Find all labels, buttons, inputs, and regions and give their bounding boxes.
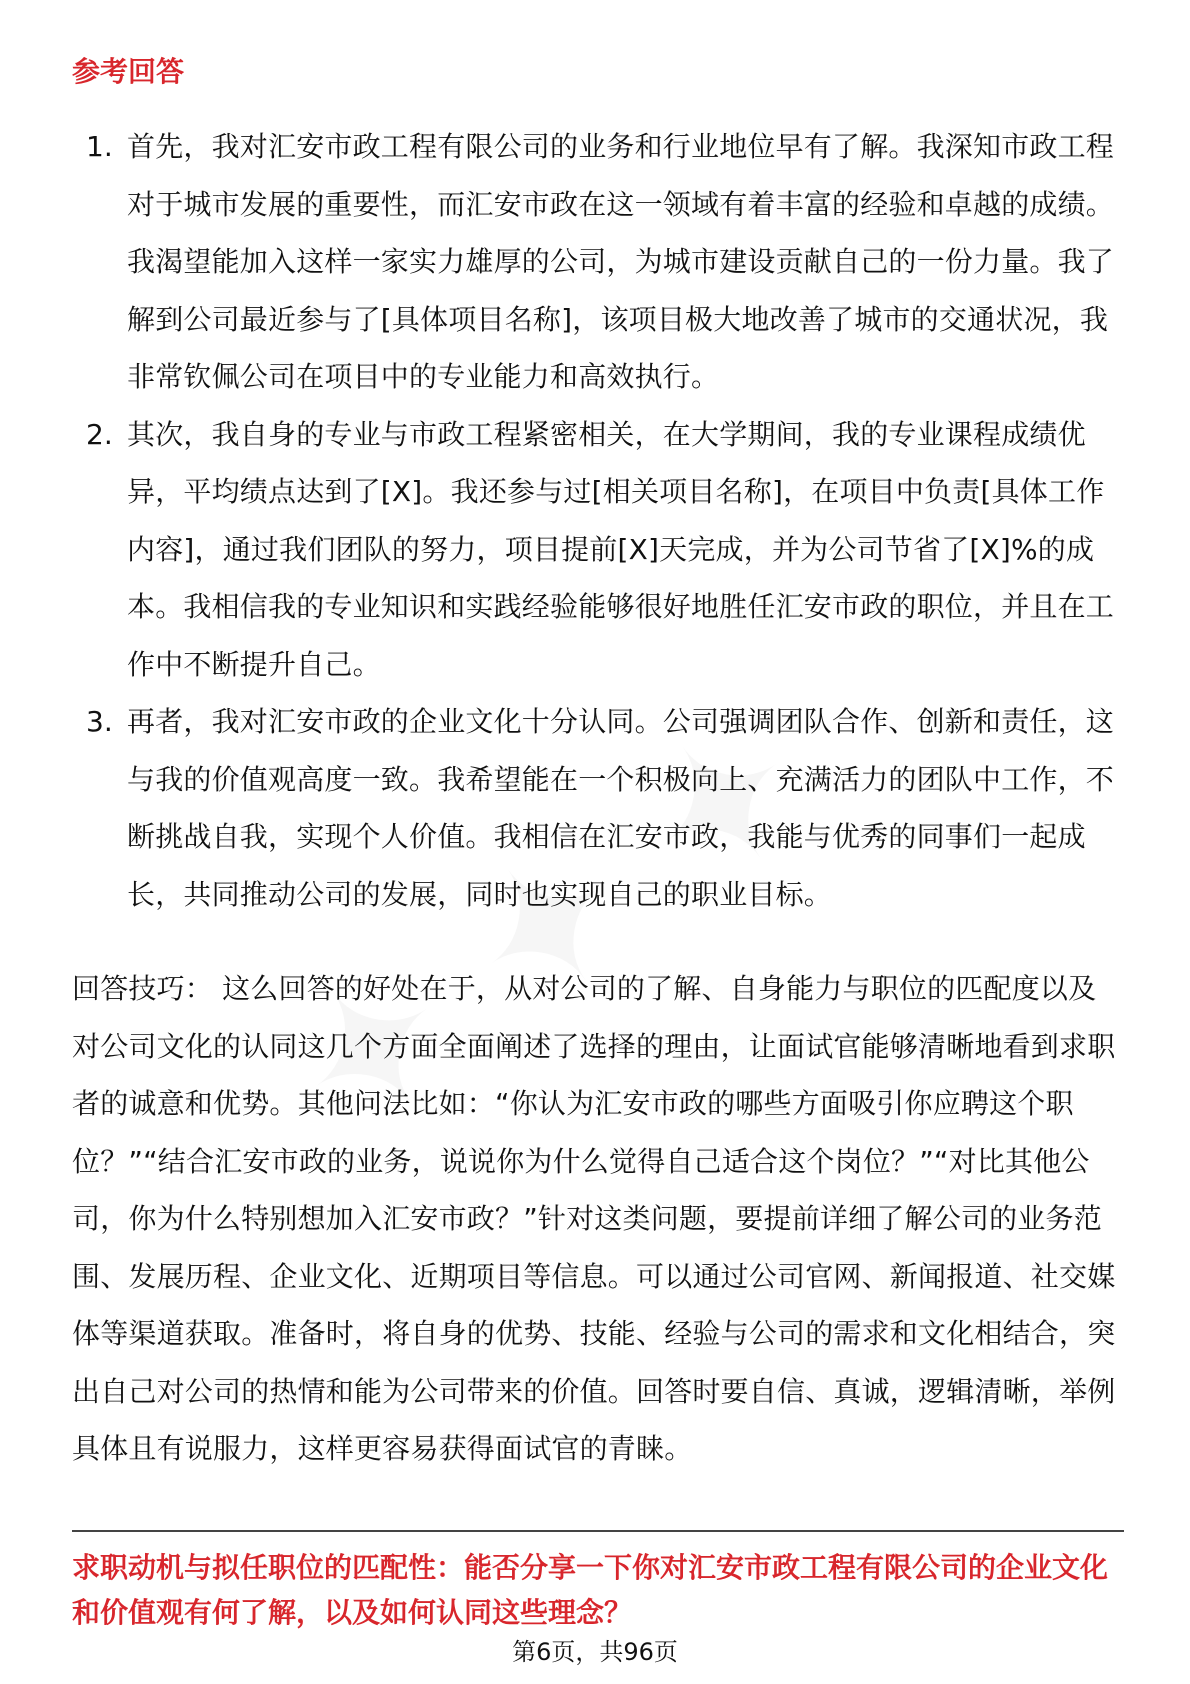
- list-item: [72, 118, 1122, 406]
- answer-tips: 回答技巧： 这么回答的好处在于，从对公司的了解、自身能力与职位的匹配度以及对公司文化的认同这几个方面全面阐述了选择的理由，让面试官能够清晰地看到求职者的诚意和优势。其他问法比如：“你认为汇安市政的哪些方面吸引你应聘这个职位？”“结合汇安市政的业务，说说你为什么觉得自己适合这个岗位？”“对比其他公司，你为什么特别想加入汇安市政？”针对这类问题，要提前详细了解公司的业务范围、发展历程、企业文化、近期项目等信息。可以通过公司官网、新闻报道、社交媒体等渠道获取。准备时，将自身的优势、技能、经验与公司的需求和文化相结合，突出自己对公司的热情和能为公司带来的价值。回答时要自信、真诚，逻辑清晰，举例具体且有说服力，这样更容易获得面试官的青睐。: [72, 972, 1116, 1465]
- list-item-number: 2.: [86, 417, 113, 451]
- list-item: [72, 406, 1122, 694]
- list-item-number: 3.: [86, 705, 113, 738]
- list-item-number: 1.: [86, 130, 113, 163]
- list-item: [72, 693, 1122, 923]
- divider: [72, 1530, 1124, 1532]
- list-item-text: 首先，我对汇安市政工程有限公司的业务和行业地位早有了解。我深知市政工程对于城市发展的重要性，而汇安市政在这一领域有着丰富的经验和卓越的成绩。我渴望能加入这样一家实力雄厚的公司，为城市建设贡献自己的一份力量。我了解到公司最近参与了[具体项目名称]，该项目极大地改善了城市的交通状况，我非常钦佩公司在项目中的专业能力和高效执行。: [127, 130, 1115, 393]
- answer-list: [72, 118, 1122, 923]
- page-number: 第6页，共96页: [512, 1638, 678, 1666]
- list-item-text: 再者，我对汇安市政的企业文化十分认同。公司强调团队合作、创新和责任，这与我的价值观高度一致。我希望能在一个积极向上、充满活力的团队中工作，不断挑战自我，实现个人价值。我相信在汇安市政，我能与优秀的同事们一起成长，共同推动公司的发展，同时也实现自己的职业目标。: [127, 705, 1115, 911]
- next-question-heading: 求职动机与拟任职位的匹配性：能否分享一下你对汇安市政工程有限公司的企业文化和价值观有何了解，以及如何认同这些理念？: [72, 1551, 1109, 1629]
- section-title: 参考回答: [72, 55, 185, 88]
- list-item-text: 其次，我自身的专业与市政工程紧密相关，在大学期间，我的专业课程成绩优异，平均绩点达到了[X]。我还参与过[相关项目名称]，在项目中负责[具体工作内容]，通过我们团队的努力，项目提前[X]天完成，并为公司节省了[X]%的成本。我相信我的专业知识和实践经验能够很好地胜任汇安市政的职位，并且在工作中不断提升自己。: [127, 417, 1115, 681]
